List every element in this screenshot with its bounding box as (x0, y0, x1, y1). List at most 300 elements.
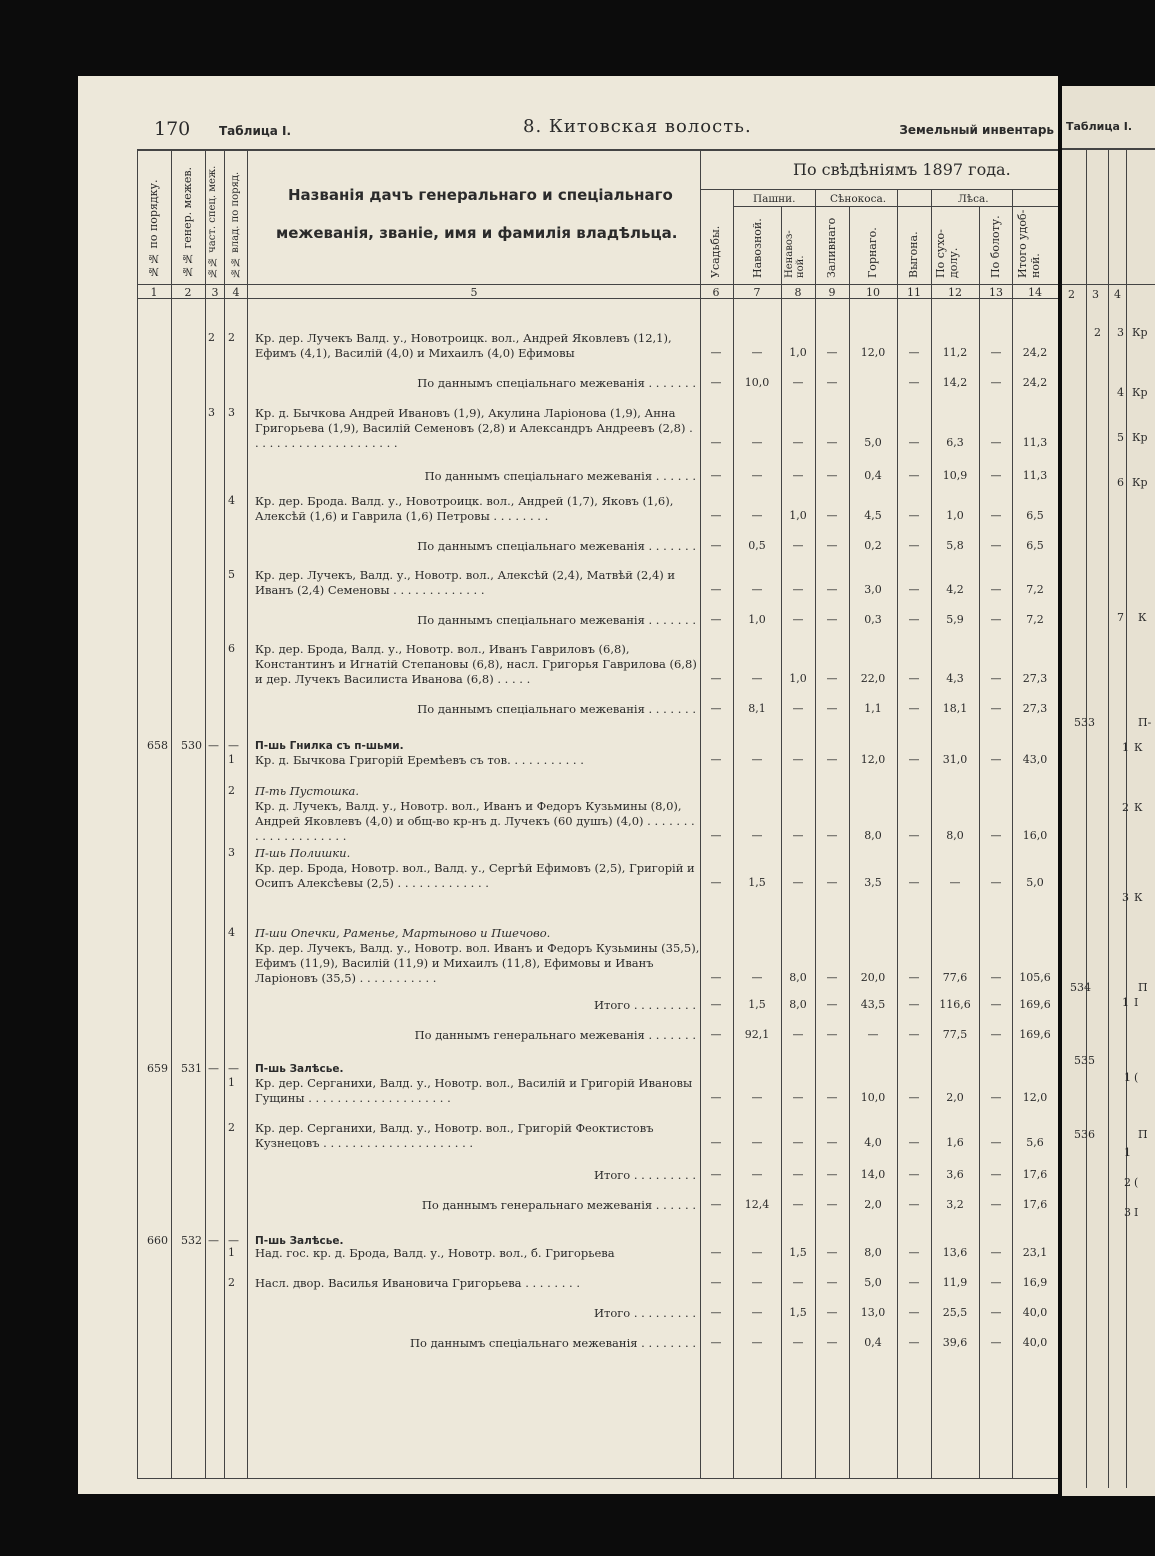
row-index-c1: 660 (147, 1234, 168, 1247)
value-cell-col7: — (751, 1246, 763, 1259)
value-cell-col14: 7,2 (1026, 583, 1044, 596)
summary-label: Итого . . . . . . . . . (593, 1306, 696, 1320)
value-cell-col6: — (710, 753, 722, 766)
value-cell-col11: — (908, 876, 920, 889)
row-index-c4: 2 (228, 784, 235, 797)
next-page-entry: I (1134, 996, 1139, 1009)
col-rule-1 (171, 149, 172, 1479)
value-cell-col10: 3,5 (864, 876, 882, 889)
value-cell-col13: — (990, 1168, 1002, 1181)
value-cell-col8: 1,5 (789, 1306, 807, 1319)
row-index-c4: 5 (228, 568, 235, 581)
value-cell-col10: 0,4 (864, 469, 882, 482)
value-cell-col7: — (751, 1168, 763, 1181)
col-header-4: №№ влад. по поряд. (230, 171, 241, 278)
next-page-col-rule-2 (1108, 148, 1109, 1488)
value-cell-col11: — (908, 998, 920, 1011)
value-cell-col7: 0,5 (748, 539, 766, 552)
value-cell-col9: — (826, 509, 838, 522)
value-cell-col13: — (990, 998, 1002, 1011)
value-cell-col6: — (710, 1168, 722, 1181)
col-rule-2 (205, 149, 206, 1479)
value-cell-col9: — (826, 1198, 838, 1211)
value-cell-col6: — (710, 509, 722, 522)
next-page-entry: 3 (1122, 891, 1129, 904)
summary-label: Итого . . . . . . . . . (593, 998, 696, 1012)
next-page-entry: I (1134, 1206, 1139, 1219)
value-cell-col9: — (826, 1246, 838, 1259)
value-cell-col8: — (792, 1136, 804, 1149)
table-left-rule (137, 149, 138, 1479)
header-bottom-rule (137, 284, 1058, 285)
value-cell-col9: — (826, 583, 838, 596)
table-label: Таблица I. (219, 124, 292, 138)
value-cell-col12: 8,0 (946, 829, 964, 842)
value-cell-col14: 16,0 (1022, 829, 1048, 842)
row-index-c4: — (228, 739, 239, 752)
value-cell-col6: — (710, 876, 722, 889)
value-cell-col13: — (990, 829, 1002, 842)
value-cell-col8: 1,0 (789, 346, 807, 359)
next-page-entry: П- (1138, 716, 1152, 729)
col-header-9: Заливнаго (825, 217, 838, 278)
next-page-entry: 1 (1122, 741, 1129, 754)
value-cell-col6: — (710, 376, 722, 389)
value-cell-col11: — (908, 436, 920, 449)
value-cell-col12: 6,3 (946, 436, 964, 449)
value-cell-col9: — (826, 672, 838, 685)
next-page-entry: П (1138, 1128, 1148, 1141)
value-cell-col8: 1,0 (789, 672, 807, 685)
next-page-entry: 534 (1070, 981, 1091, 994)
value-cell-col10: 5,0 (864, 436, 882, 449)
page-number: 170 (154, 118, 191, 140)
section-heading: П-шь Залѣсье. (255, 1235, 344, 1247)
value-cell-col7: — (751, 1306, 763, 1319)
value-cell-col12: 11,2 (942, 346, 968, 359)
next-page-entry: 4 (1117, 386, 1124, 399)
value-cell-col9: — (826, 753, 838, 766)
value-cell-col8: — (792, 1336, 804, 1349)
value-cell-col10: 10,0 (860, 1091, 886, 1104)
value-cell-col11: — (908, 1246, 920, 1259)
value-cell-col8: — (792, 876, 804, 889)
value-cell-col9: — (826, 1136, 838, 1149)
value-cell-col14: 17,6 (1022, 1198, 1048, 1211)
value-cell-col11: — (908, 613, 920, 626)
col-header-7: Навозной. (751, 218, 764, 278)
next-page-col-rule-3 (1126, 148, 1127, 1488)
value-cell-col7: — (751, 509, 763, 522)
section-heading: П-ши Опечки, Раменье, Мартыново и Пшечово. (255, 926, 551, 940)
next-page-entry: Кр (1132, 476, 1148, 489)
next-page-entry: Кр (1132, 326, 1148, 339)
value-cell-col13: — (990, 469, 1002, 482)
group-rule (700, 189, 1058, 190)
row-index-c1: 658 (147, 739, 168, 752)
table-bottom-rule (137, 1478, 1058, 1479)
value-cell-col7: — (751, 1136, 763, 1149)
row-index-c3: 2 (208, 331, 215, 344)
value-cell-col14: 24,2 (1022, 346, 1048, 359)
column-number: 11 (907, 286, 921, 299)
value-cell-col7: 1,5 (748, 876, 766, 889)
next-page-entry: 1 (1124, 1071, 1131, 1084)
value-cell-col9: — (826, 1306, 838, 1319)
value-cell-col8: — (792, 1028, 804, 1041)
row-index-c3: 3 (208, 406, 215, 419)
value-cell-col11: — (908, 1168, 920, 1181)
value-cell-col14: 5,0 (1026, 876, 1044, 889)
value-cell-col12: 77,5 (942, 1028, 968, 1041)
value-cell-col11: — (908, 539, 920, 552)
row-index-c3: — (208, 739, 219, 752)
value-cell-col13: — (990, 613, 1002, 626)
value-cell-col13: — (990, 539, 1002, 552)
value-cell-col6: — (710, 346, 722, 359)
value-cell-col13: — (990, 702, 1002, 715)
row-index-c4: 2 (228, 331, 235, 344)
value-cell-col9: — (826, 376, 838, 389)
value-cell-col14: 23,1 (1022, 1246, 1048, 1259)
value-cell-col7: — (751, 469, 763, 482)
value-cell-col6: — (710, 539, 722, 552)
value-cell-col8: — (792, 1276, 804, 1289)
value-cell-col9: — (826, 1091, 838, 1104)
value-cell-col8: — (792, 1091, 804, 1104)
value-cell-col6: — (710, 1306, 722, 1319)
value-cell-col9: — (826, 702, 838, 715)
value-cell-col12: 5,8 (946, 539, 964, 552)
next-page-fragment (1062, 86, 1155, 1496)
row-index-c4: 6 (228, 642, 235, 655)
value-cell-col11: — (908, 1198, 920, 1211)
value-cell-col6: — (710, 436, 722, 449)
column-number: 3 (211, 286, 219, 299)
summary-label: По даннымъ спеціальнаго межеванія . . . . . . . (417, 613, 696, 627)
owner-entry: Кр. дер. Серганихи, Валд. у., Новотр. вол., Василій и Григорій Ивановы Гущины . . . . . . . . . . . . . . . . . . . . (255, 1076, 693, 1105)
next-page-col-rule-1 (1086, 148, 1087, 1488)
value-cell-col7: 92,1 (744, 1028, 770, 1041)
value-cell-col11: — (908, 1028, 920, 1041)
summary-label: По даннымъ генеральнаго межеванія . . . . . . . (414, 1028, 696, 1042)
value-cell-col13: — (990, 1276, 1002, 1289)
value-cell-col14: 43,0 (1022, 753, 1048, 766)
value-cell-col6: — (710, 1276, 722, 1289)
summary-label: По даннымъ спеціальнаго межеванія . . . . . . . (417, 376, 696, 390)
value-cell-col6: — (710, 971, 722, 984)
value-cell-col8: — (792, 829, 804, 842)
next-page-entry: 2 (1122, 801, 1129, 814)
value-cell-col7: 1,5 (748, 998, 766, 1011)
col-header-6: Усадьбы. (709, 225, 722, 278)
section-heading: П-шь Залѣсье. (255, 1063, 344, 1075)
value-cell-col13: — (990, 509, 1002, 522)
col-header-11: Выгона. (907, 231, 920, 278)
owner-entry: Кр. дер. Лучекъ, Валд. у., Новотр. вол., Алексѣй (2,4), Матвѣй (2,4) и Иванъ (2,4) Семеновы . . . . . . . . . . . . . (255, 568, 676, 597)
section-heading: П-ть Пустошка. (255, 784, 359, 798)
value-cell-col11: — (908, 583, 920, 596)
value-cell-col14: 16,9 (1022, 1276, 1048, 1289)
row-index-c3: — (208, 1062, 219, 1075)
row-index-c2: 532 (181, 1234, 202, 1247)
value-cell-col14: 40,0 (1022, 1336, 1048, 1349)
value-cell-col11: — (908, 672, 920, 685)
next-page-entry: 1 (1124, 1146, 1131, 1159)
next-page-table-label: Таблица I. (1066, 120, 1133, 133)
next-page-column-number: 4 (1114, 288, 1121, 301)
column-number: 2 (184, 286, 192, 299)
value-cell-col13: — (990, 1336, 1002, 1349)
row-index-c4: 1 (228, 753, 235, 766)
value-cell-col12: 5,9 (946, 613, 964, 626)
value-cell-col6: — (710, 1028, 722, 1041)
next-page-entry: ( (1134, 1176, 1139, 1189)
value-cell-col12: 1,6 (946, 1136, 964, 1149)
value-cell-col9: — (826, 1276, 838, 1289)
value-cell-col6: — (710, 1136, 722, 1149)
value-cell-col14: 7,2 (1026, 613, 1044, 626)
col-header-8: Ненавоз-ной. (784, 230, 806, 278)
value-cell-col12: 25,5 (942, 1306, 968, 1319)
value-cell-col12: 1,0 (946, 509, 964, 522)
row-index-c3: — (208, 1234, 219, 1247)
value-cell-col8: 1,0 (789, 509, 807, 522)
group-senokosa: Сѣнокоса. (830, 193, 887, 205)
value-cell-col12: 3,6 (946, 1168, 964, 1181)
value-cell-col12: 11,9 (942, 1276, 968, 1289)
col-header-14: Итого удоб-ной. (1016, 209, 1042, 278)
next-page-entry: 2 (1124, 1176, 1131, 1189)
value-cell-col13: — (990, 436, 1002, 449)
column-number: 5 (470, 286, 478, 299)
value-cell-col12: — (949, 876, 961, 889)
section-heading: П-шь Полишки. (255, 846, 351, 860)
value-cell-col9: — (826, 1336, 838, 1349)
value-cell-col10: 5,0 (864, 1276, 882, 1289)
next-page-entry: К (1134, 891, 1143, 904)
value-cell-col11: — (908, 346, 920, 359)
value-cell-col11: — (908, 1336, 920, 1349)
next-page-entry: 1 (1122, 996, 1129, 1009)
column-number: 9 (828, 286, 836, 299)
page-title: 8. Китовская волость. (523, 116, 752, 137)
col-header-5-line2: межеванія, званіе, имя и фамилія владѣльца. (276, 224, 678, 242)
value-cell-col8: — (792, 376, 804, 389)
value-cell-col7: — (751, 1091, 763, 1104)
value-cell-col13: — (990, 1091, 1002, 1104)
row-index-c4: 1 (228, 1246, 235, 1259)
value-cell-col6: — (710, 998, 722, 1011)
group-title: По свѣдѣніямъ 1897 года. (793, 160, 1011, 179)
column-number: 10 (866, 286, 880, 299)
row-index-c2: 530 (181, 739, 202, 752)
value-cell-col9: — (826, 346, 838, 359)
row-index-c4: 4 (228, 926, 235, 939)
value-cell-col14: 105,6 (1019, 971, 1051, 984)
column-number: 14 (1028, 286, 1042, 299)
value-cell-col6: — (710, 829, 722, 842)
value-cell-col9: — (826, 1168, 838, 1181)
next-page-entry: 5 (1117, 431, 1124, 444)
row-index-c4: 3 (228, 406, 235, 419)
col-header-2: №№ генер. межев. (181, 166, 194, 278)
summary-label: По даннымъ спеціальнаго межеванія . . . . . . (424, 469, 696, 483)
value-cell-col6: — (710, 1336, 722, 1349)
summary-label: По даннымъ спеціальнаго межеванія . . . . . . . . (409, 1336, 696, 1350)
col-rule-3 (224, 149, 225, 1479)
value-cell-col12: 13,6 (942, 1246, 968, 1259)
value-cell-col6: — (710, 1246, 722, 1259)
col-header-5-line1: Названія дачъ генеральнаго и спеціальнаго (288, 186, 673, 204)
value-cell-col9: — (826, 998, 838, 1011)
value-cell-col10: 3,0 (864, 583, 882, 596)
value-cell-col13: — (990, 1306, 1002, 1319)
value-cell-col8: 8,0 (789, 971, 807, 984)
value-cell-col12: 2,0 (946, 1091, 964, 1104)
value-cell-col7: — (751, 672, 763, 685)
value-cell-col11: — (908, 753, 920, 766)
next-page-entry: Кр (1132, 386, 1148, 399)
subgroup-rule (733, 206, 1058, 207)
col-header-12: По сухо-долу. (934, 229, 960, 278)
next-page-entry: П (1138, 981, 1148, 994)
value-cell-col10: 8,0 (864, 1246, 882, 1259)
value-cell-col7: — (751, 583, 763, 596)
value-cell-col10: 4,5 (864, 509, 882, 522)
value-cell-col12: 39,6 (942, 1336, 968, 1349)
value-cell-col8: — (792, 1198, 804, 1211)
value-cell-col10: — (867, 1028, 879, 1041)
value-cell-col14: 5,6 (1026, 1136, 1044, 1149)
value-cell-col13: — (990, 346, 1002, 359)
value-cell-col12: 14,2 (942, 376, 968, 389)
row-index-c4: — (228, 1234, 239, 1247)
value-cell-col14: 11,3 (1022, 436, 1048, 449)
summary-label: По даннымъ спеціальнаго межеванія . . . . . . . (417, 539, 696, 553)
value-cell-col6: — (710, 702, 722, 715)
value-cell-col8: — (792, 436, 804, 449)
value-cell-col7: — (751, 829, 763, 842)
column-number: 1 (150, 286, 158, 299)
value-cell-col12: 18,1 (942, 702, 968, 715)
value-cell-col9: — (826, 436, 838, 449)
owner-entry: Кр. дер. Лучекъ, Валд. у., Новотр. вол. Иванъ и Федоръ Кузьмины (35,5), Ефимъ (11,9), Василій (11,9) и Михаилъ (11,8), Ефимовы и Иванъ Ларіоновъ (35,5) . . . . . . . . . . . (255, 941, 700, 985)
row-index-c1: 659 (147, 1062, 168, 1075)
value-cell-col11: — (908, 971, 920, 984)
next-page-entry: К (1134, 801, 1143, 814)
value-cell-col7: — (751, 1276, 763, 1289)
value-cell-col6: — (710, 583, 722, 596)
value-cell-col13: — (990, 1246, 1002, 1259)
value-cell-col9: — (826, 971, 838, 984)
value-cell-col10: 2,0 (864, 1198, 882, 1211)
next-page-entry: 2 (1094, 326, 1101, 339)
value-cell-col8: — (792, 613, 804, 626)
value-cell-col8: 1,5 (789, 1246, 807, 1259)
row-index-c4: 1 (228, 1076, 235, 1089)
summary-label: Итого . . . . . . . . . (593, 1168, 696, 1182)
value-cell-col13: — (990, 876, 1002, 889)
row-index-c4: 2 (228, 1121, 235, 1134)
value-cell-col12: 116,6 (939, 998, 971, 1011)
value-cell-col9: — (826, 1028, 838, 1041)
value-cell-col10: 0,4 (864, 1336, 882, 1349)
value-cell-col10: 43,5 (860, 998, 886, 1011)
next-page-entry: 533 (1074, 716, 1095, 729)
value-cell-col12: 31,0 (942, 753, 968, 766)
value-cell-col13: — (990, 1136, 1002, 1149)
value-cell-col8: — (792, 469, 804, 482)
column-number: 4 (232, 286, 240, 299)
next-page-entry: 3 (1117, 326, 1124, 339)
value-cell-col8: — (792, 753, 804, 766)
column-number: 8 (794, 286, 802, 299)
value-cell-col10: 12,0 (860, 753, 886, 766)
owner-entry: Кр. д. Бычкова Григорій Еремѣевъ съ тов. . . . . . . . . . . (255, 753, 584, 767)
value-cell-col11: — (908, 376, 920, 389)
next-page-entry: ( (1134, 1071, 1139, 1084)
column-number: 6 (712, 286, 720, 299)
column-number: 7 (753, 286, 761, 299)
value-cell-col10: 22,0 (860, 672, 886, 685)
group-lesa: Лѣса. (958, 193, 989, 205)
value-cell-col10: 4,0 (864, 1136, 882, 1149)
next-page-entry: 3 (1124, 1206, 1131, 1219)
value-cell-col13: — (990, 583, 1002, 596)
value-cell-col8: 8,0 (789, 998, 807, 1011)
value-cell-col12: 4,3 (946, 672, 964, 685)
next-page-entry: К (1134, 741, 1143, 754)
row-index-c4: — (228, 1062, 239, 1075)
value-cell-col12: 4,2 (946, 583, 964, 596)
row-index-c4: 4 (228, 494, 235, 507)
col-rule-4 (247, 149, 248, 1479)
value-cell-col11: — (908, 1276, 920, 1289)
next-page-entry: 536 (1074, 1128, 1095, 1141)
value-cell-col14: 169,6 (1019, 1028, 1051, 1041)
value-cell-col11: — (908, 469, 920, 482)
value-cell-col11: — (908, 829, 920, 842)
value-cell-col14: 40,0 (1022, 1306, 1048, 1319)
value-cell-col14: 12,0 (1022, 1091, 1048, 1104)
owner-entry: Над. гос. кр. д. Брода, Валд. у., Новотр. вол., б. Григорьева (255, 1246, 615, 1260)
next-page-entry: 6 (1117, 476, 1124, 489)
column-number: 13 (989, 286, 1003, 299)
value-cell-col10: 20,0 (860, 971, 886, 984)
value-cell-col11: — (908, 1136, 920, 1149)
owner-entry: Кр. дер. Серганихи, Валд. у., Новотр. вол., Григорій Феоктистовъ Кузнецовъ . . . . . . . . . . . . . . . . . . . . . (255, 1121, 654, 1150)
value-cell-col8: — (792, 702, 804, 715)
col-header-13: По болоту. (989, 215, 1002, 278)
value-cell-col6: — (710, 672, 722, 685)
value-cell-col7: — (751, 436, 763, 449)
owner-entry: Кр. д. Лучекъ, Валд. у., Новотр. вол., Иванъ и Федоръ Кузьмины (8,0), Андрей Яковлевъ (4,0) и общ-во кр-нъ д. Лучекъ (60 душъ) (4,0) . . . . . . . . . . . . . . . . . . . . (255, 799, 695, 843)
value-cell-col7: — (751, 1336, 763, 1349)
value-cell-col7: — (751, 346, 763, 359)
value-cell-col14: 27,3 (1022, 702, 1048, 715)
next-page-entry: 535 (1074, 1054, 1095, 1067)
value-cell-col14: 169,6 (1019, 998, 1051, 1011)
owner-entry: Кр. дер. Брода, Валд. у., Новотр. вол., Иванъ Гавриловъ (6,8), Константинъ и Игнатій Степановы (6,8), насл. Григорья Гаврилова (6,8) и дер. Лучекъ Василиста Иванова (6,8) . . . . . (255, 642, 697, 686)
value-cell-col14: 6,5 (1026, 539, 1044, 552)
value-cell-col10: 12,0 (860, 346, 886, 359)
owner-entry: Насл. двор. Василья Ивановича Григорьева . . . . . . . . (255, 1276, 581, 1290)
value-cell-col10: 8,0 (864, 829, 882, 842)
row-index-c4: 3 (228, 846, 235, 859)
value-cell-col13: — (990, 672, 1002, 685)
value-cell-col9: — (826, 539, 838, 552)
